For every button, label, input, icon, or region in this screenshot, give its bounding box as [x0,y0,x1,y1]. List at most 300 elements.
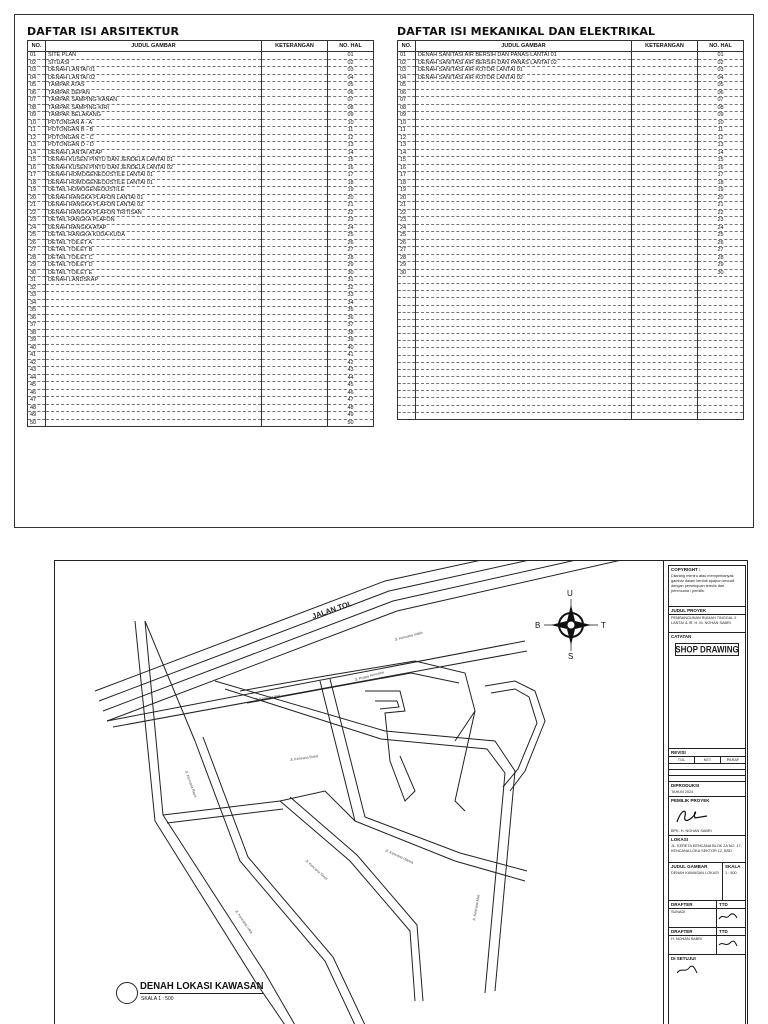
pemilik-name: BPK. H. NOHAN SABRI [669,828,745,836]
row-keterangan [262,67,328,75]
row-number: 43 [28,367,46,375]
row-number: 15 [28,157,46,165]
row-keterangan [632,202,698,210]
row-number: 06 [28,89,46,97]
table-row [28,299,374,307]
map-caption-title: DENAH LOKASI KAWASAN [140,981,264,992]
row-page: 23 [328,217,374,225]
row-keterangan [262,172,328,180]
row-page: 01 [698,52,744,60]
row-keterangan [632,224,698,232]
table-row [398,142,744,150]
drafter-name: SUNADI [671,910,686,914]
judul-text: DENAH KAWASAN LOKASI [671,871,719,875]
row-number [398,326,416,333]
row-title [46,404,262,412]
row-page: 22 [328,209,374,217]
row-page [698,305,744,312]
row-number: 12 [28,134,46,142]
row-title: POTONGAN C - C [46,134,262,142]
compass-west-label: B [535,621,541,630]
row-keterangan [262,142,328,150]
row-title: TAMPAK DEPAN [46,89,262,97]
table-row [28,337,374,345]
column-header: KETERANGAN [262,41,328,52]
row-title [46,322,262,330]
table-row [28,404,374,412]
row-title [46,344,262,352]
row-title [416,247,632,255]
row-page: 02 [698,59,744,67]
row-page [698,398,744,405]
column-header: KETERANGAN [632,41,698,52]
row-number: 10 [398,119,416,127]
revisi-header [669,757,745,764]
row-number: 19 [28,187,46,195]
row-title: DENAH RANGKA ATAP [46,224,262,232]
row-page: 28 [698,254,744,262]
row-page: 08 [328,104,374,112]
table-row [398,412,744,419]
row-number: 13 [28,142,46,150]
row-title [416,82,632,90]
row-keterangan [262,149,328,157]
row-number: 25 [28,232,46,240]
row-title [416,262,632,270]
row-keterangan [632,341,698,348]
row-page [698,376,744,383]
row-keterangan [262,104,328,112]
table-row [398,262,744,270]
row-keterangan [632,291,698,298]
block-connector [280,791,355,821]
table-row [28,232,374,240]
row-page: 12 [698,134,744,142]
row-page: 30 [328,269,374,277]
row-title: POTONGAN B - B [46,127,262,135]
table-row [28,359,374,367]
row-number [398,391,416,398]
table-row [398,194,744,202]
row-title [416,224,632,232]
row-keterangan [262,119,328,127]
row-keterangan [632,89,698,97]
table-row [28,352,374,360]
row-title [416,305,632,312]
row-title: DENAH LANTAI ATAP [46,149,262,157]
row-keterangan [632,194,698,202]
row-page: 05 [698,82,744,90]
row-keterangan [632,284,698,291]
pemilik-label: PEMILIK PROYEK [671,798,710,803]
row-title [416,355,632,362]
table-row [398,405,744,412]
row-title [46,397,262,405]
proyek-text: PEMBANGUNAN RUMAH TINGGAL 2 LANTAI & IR. H. M. NOHAN SABRI [669,615,745,633]
row-title [416,134,632,142]
shop-drawing-text: SHOP DRAWING [675,644,739,655]
table-row [28,142,374,150]
row-number: 41 [28,352,46,360]
table-row [28,89,374,97]
table-row [28,67,374,75]
row-keterangan [632,172,698,180]
row-page: 12 [328,134,374,142]
row-number [398,319,416,326]
table-row [28,119,374,127]
row-number: 22 [398,209,416,217]
street-label-6: Jl. Kencana Timur [304,858,329,881]
row-number: 18 [28,179,46,187]
copyright-label: COPYRIGHT : [671,567,701,572]
row-page: 49 [328,412,374,420]
row-title: DENAH HOMOGENEOUSTILE LANTAI 01 [46,179,262,187]
table-row [398,384,744,391]
street-label-8: Jl. Kencana Utama [384,848,414,865]
row-page: 34 [328,299,374,307]
row-title: TAMPAK SAMPING KIRI [46,104,262,112]
row-title: POTONGAN A - A [46,119,262,127]
row-number: 28 [28,254,46,262]
row-number: 18 [398,179,416,187]
row-title [46,314,262,322]
row-title [46,352,262,360]
row-keterangan [632,187,698,195]
row-keterangan [632,326,698,333]
row-number [398,412,416,419]
row-keterangan [632,134,698,142]
table-row [28,104,374,112]
row-page: 36 [328,314,374,322]
row-title [46,412,262,420]
table-row [398,179,744,187]
ttd-label-1: TTD [717,901,745,909]
row-page: 27 [698,247,744,255]
judul-label: JUDUL GAMBAR [671,864,708,869]
row-page: 04 [698,74,744,82]
row-page: 31 [328,277,374,285]
table-row [398,376,744,383]
row-number: 34 [28,299,46,307]
row-number: 17 [398,172,416,180]
ttd-cell-2 [717,928,745,954]
row-number [398,384,416,391]
row-page [698,326,744,333]
table-row [28,74,374,82]
table-row [398,232,744,240]
table-row [28,374,374,382]
row-number: 04 [28,74,46,82]
row-number: 07 [28,97,46,105]
row-number [398,398,416,405]
row-keterangan [632,232,698,240]
row-keterangan [632,104,698,112]
row-number: 01 [398,52,416,60]
table-row [28,322,374,330]
row-number: 02 [398,59,416,67]
row-keterangan [632,384,698,391]
table-row [398,398,744,405]
title-block-frame [668,565,746,1024]
highway-line-2 [99,561,661,701]
row-keterangan [632,298,698,305]
table-row [398,391,744,398]
row-keterangan [632,97,698,105]
table-row [398,362,744,369]
row-title: DENAH KUSEN PINTU DAN JENDELA LANTAI 02 [46,164,262,172]
table-row [398,67,744,75]
table-row [28,382,374,390]
row-number: 27 [398,247,416,255]
table-row [28,172,374,180]
row-keterangan [632,348,698,355]
row-number: 48 [28,404,46,412]
row-page: 25 [698,232,744,240]
street-label-4: Jl. Puspa Kencana [354,670,385,682]
ttd-signature-icon-1 [717,912,739,922]
row-number [398,291,416,298]
row-title [416,202,632,210]
judul-row [669,863,745,901]
ttd-label-2: TTD [717,928,745,936]
row-number: 28 [398,254,416,262]
road-loop-inner [225,689,505,993]
drafter2-name: H. NOHAN SABRI [671,937,703,941]
table-row [28,314,374,322]
table-row [398,312,744,319]
table-row [398,291,744,298]
site-map [55,561,661,1024]
row-page [698,277,744,284]
row-keterangan [262,157,328,165]
row-page: 13 [698,142,744,150]
table-row [398,269,744,277]
table-row [398,52,744,60]
table-row [398,334,744,341]
shop-drawing-stamp [675,643,739,656]
road-loop-outer [215,681,515,991]
row-number: 03 [28,67,46,75]
row-number: 02 [28,59,46,67]
row-page: 23 [698,217,744,225]
row-number [398,376,416,383]
row-keterangan [632,119,698,127]
row-keterangan [632,319,698,326]
row-page: 26 [698,239,744,247]
row-title: DENAH LANDSKAP [46,277,262,285]
row-number: 01 [28,52,46,60]
row-title [416,326,632,333]
row-page: 17 [328,172,374,180]
drafter-row-2 [669,928,745,955]
table-row [398,355,744,362]
row-page: 10 [698,119,744,127]
row-page [698,341,744,348]
row-number: 07 [398,97,416,105]
table-row [28,127,374,135]
row-title: DENAH LANTAI 02 [46,74,262,82]
row-title: DENAH SANITASI AIR BERSIH DAN PANAS LANTAI 02 [416,59,632,67]
street-label-1: Jl. Kencana Raya [184,769,198,798]
row-title [416,142,632,150]
row-title [416,284,632,291]
ttd-signature-icon-2 [717,939,739,949]
row-number: 20 [28,194,46,202]
row-page: 06 [328,89,374,97]
row-title: DETAIL TOILET A [46,239,262,247]
table-row [398,157,744,165]
row-keterangan [262,74,328,82]
row-title [416,217,632,225]
row-title [416,89,632,97]
row-number: 26 [28,239,46,247]
mekanikal-index [397,25,743,420]
row-keterangan [262,337,328,345]
row-page: 47 [328,397,374,405]
row-keterangan [262,254,328,262]
table-row [398,247,744,255]
row-keterangan [632,398,698,405]
table-row [28,389,374,397]
row-keterangan [262,232,328,240]
row-title [46,307,262,315]
table-row [398,202,744,210]
row-number [398,355,416,362]
row-keterangan [262,404,328,412]
table-row [28,254,374,262]
row-keterangan [262,202,328,210]
row-title: DENAH RANGKA PLAFON LANTAI 02 [46,202,262,210]
row-page: 02 [328,59,374,67]
street-label-5: Jl. Kencana Indah [394,630,424,642]
row-title: DENAH KUSEN PINTU DAN JENDELA LANTAI 01 [46,157,262,165]
row-keterangan [262,262,328,270]
proyek-label: JUDUL PROYEK [669,607,745,615]
lokasi-text: JL. KERETA KENCANA BLOK 2A NO. 17, KENCANA LOKA SEKTOR 12, BSD [669,843,745,863]
row-page: 46 [328,389,374,397]
block-lower-inner [290,797,423,1001]
row-title [46,374,262,382]
row-title [416,341,632,348]
row-number [398,369,416,376]
row-page: 30 [698,269,744,277]
table-row [28,112,374,120]
row-title [416,312,632,319]
table-row [398,172,744,180]
row-keterangan [632,67,698,75]
row-title [46,419,262,427]
row-keterangan [632,217,698,225]
row-page: 03 [328,67,374,75]
row-title [416,127,632,135]
diproduksi-label: DIPRODUKSI [671,783,700,788]
row-title [416,209,632,217]
row-number: 14 [28,149,46,157]
row-keterangan [632,262,698,270]
row-keterangan [632,164,698,172]
table-row [398,224,744,232]
row-page: 50 [328,419,374,427]
row-number: 33 [28,292,46,300]
row-page [698,405,744,412]
revisi-tgl: TGL [669,757,695,763]
column-header: JUDUL GAMBAR [416,41,632,52]
row-page: 16 [698,164,744,172]
row-title [416,104,632,112]
row-title [416,369,632,376]
cul-de-sac-inner [375,701,399,709]
table-row [398,59,744,67]
row-keterangan [262,322,328,330]
row-number [398,284,416,291]
row-number: 23 [398,217,416,225]
row-keterangan [262,134,328,142]
table-row [398,82,744,90]
row-page: 29 [698,262,744,270]
row-keterangan [632,209,698,217]
row-number: 03 [398,67,416,75]
compass-south-label: S [568,652,574,661]
table-row [28,179,374,187]
row-page: 06 [698,89,744,97]
row-page: 37 [328,322,374,330]
drafter-cell-1 [669,901,717,927]
row-title [416,298,632,305]
row-keterangan [632,376,698,383]
row-title [46,284,262,292]
row-title [416,384,632,391]
row-number: 30 [28,269,46,277]
table-row [398,164,744,172]
row-title [416,194,632,202]
row-page: 14 [698,149,744,157]
row-number [398,405,416,412]
table-row [398,369,744,376]
row-title [416,119,632,127]
row-title [46,329,262,337]
row-title [416,97,632,105]
row-keterangan [632,74,698,82]
copyright-text: Dilarang meniru atau memperbanyak gambar dalam bentuk apapun kecuali dengan persetujuan tertulis dari perencana / pemilik. [669,573,745,607]
row-title: DENAH LANTAI 01 [46,67,262,75]
row-title [46,299,262,307]
table-row [28,247,374,255]
row-title: DETAIL TOILET B [46,247,262,255]
table-row [28,82,374,90]
map-caption-scale: SKALA 1 : 500 [141,996,174,1002]
table-row [398,127,744,135]
row-page: 21 [328,202,374,210]
row-page: 38 [328,329,374,337]
table-row [398,254,744,262]
row-page: 11 [698,127,744,135]
row-keterangan [262,412,328,420]
row-title [416,254,632,262]
column-header: NO. [398,41,416,52]
row-page [698,412,744,419]
row-page: 40 [328,344,374,352]
disetujui-label: DI SETUJUI [671,956,696,961]
row-keterangan [262,127,328,135]
highway-line-4 [107,561,661,721]
row-keterangan [632,59,698,67]
disetujui-signature-icon [675,965,699,975]
row-number: 37 [28,322,46,330]
table-row [28,344,374,352]
row-page [698,362,744,369]
row-number: 49 [28,412,46,420]
drafter-label: DRAFTER [669,901,716,909]
